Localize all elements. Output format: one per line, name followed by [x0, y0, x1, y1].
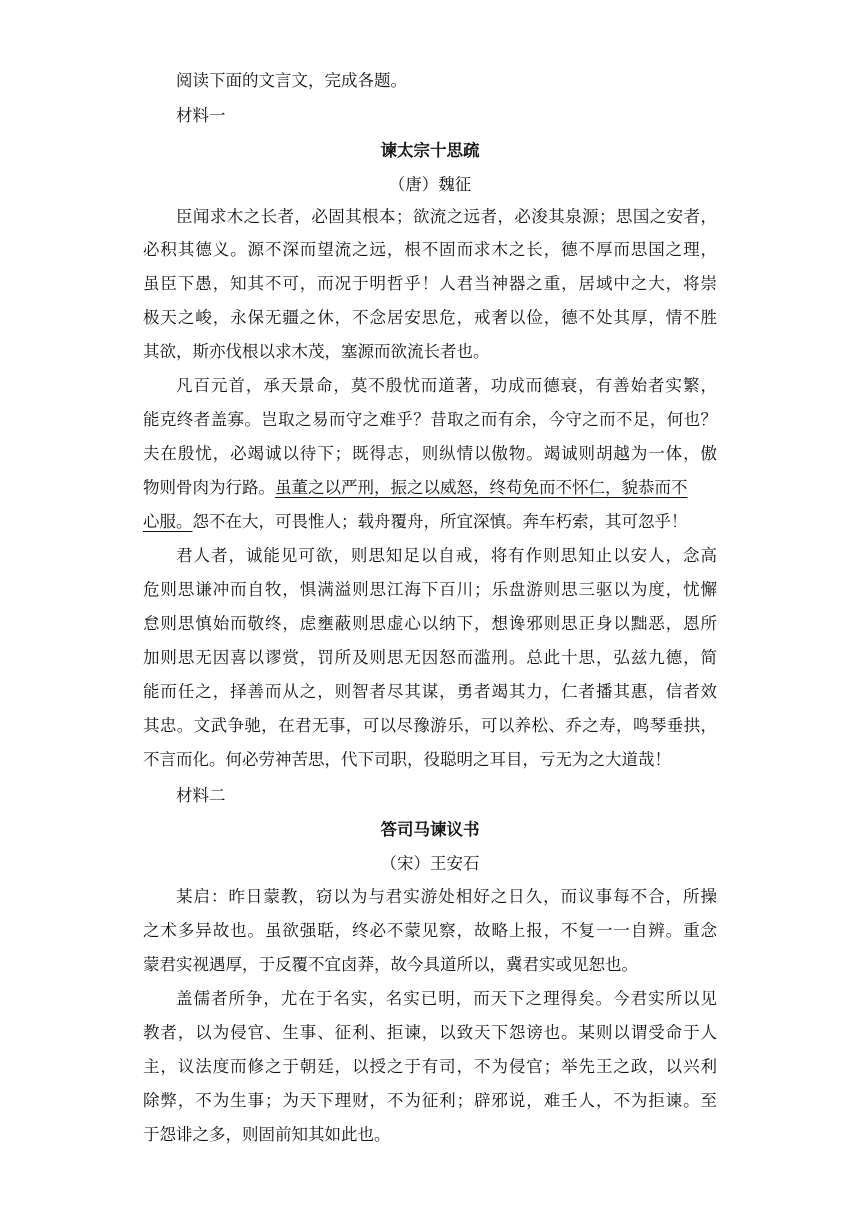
text-line: 某启：昨日蒙教，窃以为与君实游处相好之日久，而议事每不合，所操 — [176, 887, 717, 906]
text-line: 除弊，不为生事；为天下理财，不为征利；辟邪说，难壬人，不为拒谏。至 — [143, 1091, 717, 1110]
plain-segment: 怨不在大，可畏惟人；载舟覆舟，所宜深慎。奔车朽索，其可忽乎！ — [192, 512, 688, 531]
text-line: 危则思谦冲而自牧，惧满溢则思江海下百川；乐盘游则思三驱以为度，忧懈 — [143, 580, 717, 599]
text-line: 加则思无因喜以谬赏，罚所及则思无因怒而滥刑。总此十思，弘兹九德，简 — [143, 648, 717, 667]
text-line: 教者，以为侵官、生事、征利、拒谏，以致天下怨谤也。某则以谓受命于人 — [143, 1023, 717, 1042]
material-two-author: （宋）王安石 — [380, 854, 480, 873]
text-line: 主，议法度而修之于朝廷，以授之于有司，不为侵官；举先王之政，以兴利 — [143, 1057, 717, 1076]
text-line: 盖儒者所争，尤在于名实，名实已明，而天下之理得矣。今君实所以见 — [176, 989, 717, 1008]
text-line: 其忠。文武争驰，在君无事，可以尽豫游乐，可以养松、乔之寿，鸣琴垂拱， — [143, 716, 717, 735]
text-line: 夫在殷忧，必竭诚以待下；既得志，则纵情以傲物。竭诚则胡越为一体，傲 — [143, 444, 717, 463]
material-two-label: 材料二 — [176, 786, 226, 805]
text-line: 能克终者盖寡。岂取之易而守之难乎？昔取之而有余，今守之而不足，何也？ — [143, 410, 717, 429]
text-line: 其欲，斯亦伐根以求木茂，塞源而欲流长者也。 — [143, 342, 490, 361]
material-two-title: 答司马谏议书 — [380, 820, 480, 839]
instruction-text: 阅读下面的文言文，完成各题。 — [176, 71, 407, 90]
underlined-sentence-end: 心服。 — [143, 512, 193, 531]
text-line: 能而任之，择善而从之，则智者尽其谋，勇者竭其力，仁者播其惠，信者效 — [143, 682, 717, 701]
text-line-mixed — [143, 478, 717, 498]
text-line: 臣闻求木之长者，必固其根本；欲流之远者，必浚其泉源；思国之安者， — [176, 207, 717, 226]
material-one-title: 谏太宗十思疏 — [380, 141, 480, 160]
text-line: 蒙君实视遇厚，于反覆不宜卤莽，故今具道所以，冀君实或见恕也。 — [143, 955, 638, 974]
text-line: 不言而化。何必劳神苦思，代下司职，役聪明之耳目，亏无为之大道哉！ — [143, 750, 671, 769]
text-line: 必积其德义。源不深而望流之远，根不固而求木之长，德不厚而思国之理， — [143, 240, 717, 259]
text-line: 怠则思慎始而敬终，虑壅蔽则思虚心以纳下，想谗邪则思正身以黜恶，恩所 — [143, 614, 717, 633]
text-line-mixed — [143, 512, 717, 532]
material-one-author: （唐）魏征 — [388, 175, 472, 194]
text-line: 之术多异故也。虽欲强聒，终必不蒙见察，故略上报，不复一一自辨。重念 — [143, 921, 717, 940]
plain-segment: 物则骨肉为行路。 — [143, 478, 275, 497]
text-line: 虽臣下愚，知其不可，而况于明哲乎！人君当神器之重，居域中之大，将崇 — [143, 274, 717, 293]
material-one-label: 材料一 — [176, 106, 226, 125]
underlined-sentence: 虽董之以严刑，振之以威怒，终苟免而不怀仁，貌恭而不 — [275, 478, 688, 497]
text-line: 于怨诽之多，则固前知其如此也。 — [143, 1125, 391, 1144]
text-line: 君人者，诚能见可欲，则思知足以自戒，将有作则思知止以安人，念高 — [176, 546, 717, 565]
text-line: 凡百元首，承天景命，莫不殷忧而道著，功成而德衰，有善始者实繁， — [176, 376, 717, 395]
text-line: 极天之峻，永保无疆之休，不念居安思危，戒奢以俭，德不处其厚，情不胜 — [143, 308, 717, 327]
